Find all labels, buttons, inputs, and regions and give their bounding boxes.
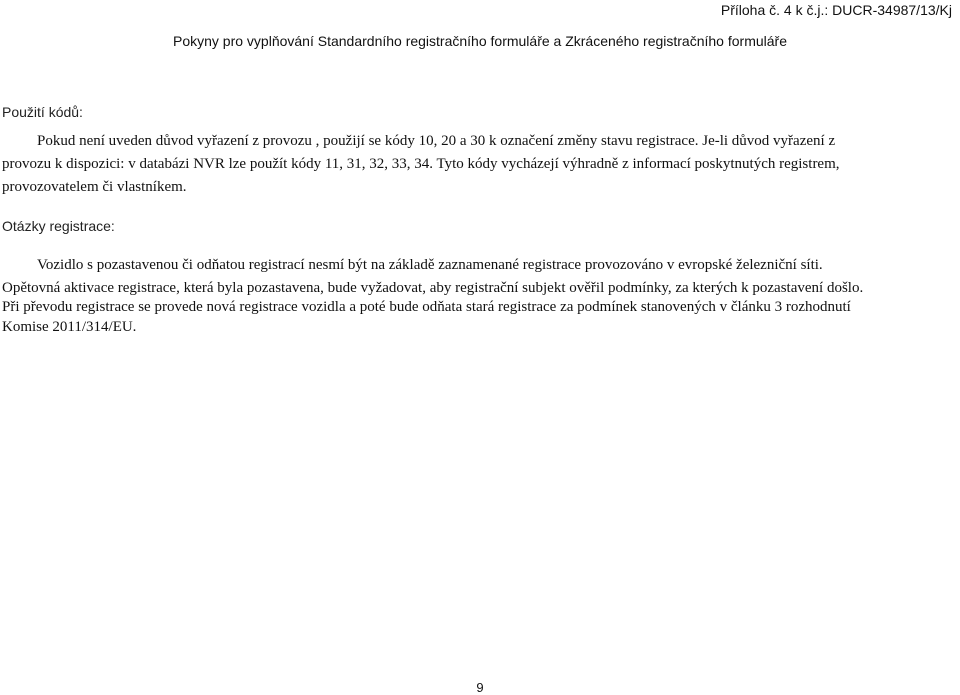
page-header-reference: Příloha č. 4 k č.j.: DUCR-34987/13/Kj xyxy=(720,2,952,18)
questions-section-label: Otázky registrace: xyxy=(2,218,115,234)
questions-line-3: Při převodu registrace se provede nová registrace vozidla a poté bude odňata stará registrace za podmínek stanovených v článku 3 rozhodnutí xyxy=(2,299,851,315)
codes-line-3: provozovatelem či vlastníkem. xyxy=(2,179,187,195)
page-header-title: Pokyny pro vyplňování Standardního registračního formuláře a Zkráceného registračního formuláře xyxy=(173,33,787,49)
page-number: 9 xyxy=(476,680,484,695)
questions-line-2: Opětovná aktivace registrace, která byla pozastavena, bude vyžadovat, aby registrační subjekt ověřil podmínky, za kterých k pozastavení došlo. xyxy=(2,280,864,296)
codes-line-1: Pokud není uveden důvod vyřazení z provozu , použijí se kódy 10, 20 a 30 k označení změny stavu registrace. Je-li důvod vyřazení z xyxy=(37,133,836,149)
questions-line-1: Vozidlo s pozastavenou či odňatou registrací nesmí být na základě zaznamenané registrace provozováno v evropské železniční síti. xyxy=(37,257,823,273)
questions-line-4: Komise 2011/314/EU. xyxy=(2,319,137,335)
codes-line-2: provozu k dispozici: v databázi NVR lze použít kódy 11, 31, 32, 33, 34. Tyto kódy vycházejí výhradně z informací poskytnutých registrem, xyxy=(2,156,840,172)
codes-section-label: Použití kódů: xyxy=(2,104,83,120)
